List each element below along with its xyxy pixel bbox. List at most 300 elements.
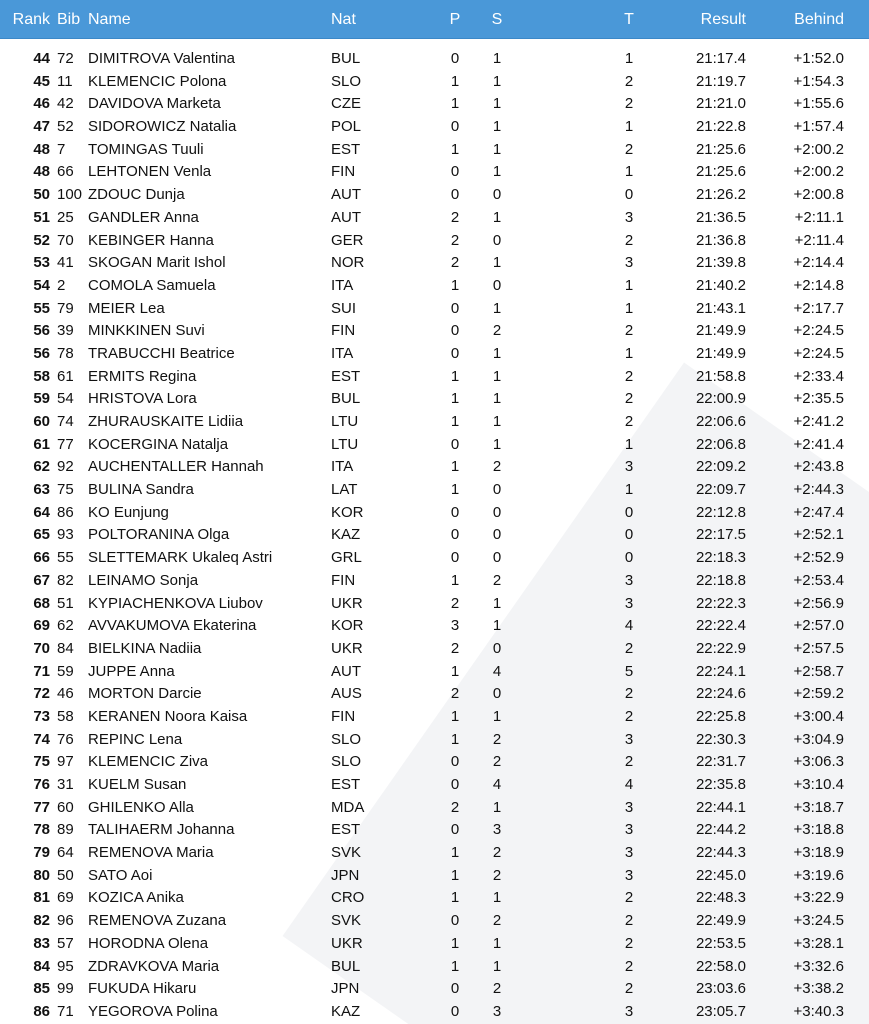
- nation-code: UKR: [331, 934, 363, 952]
- nation-code: KAZ: [331, 1002, 361, 1020]
- prone-misses: 0: [450, 549, 460, 567]
- standing-misses: 1: [492, 254, 502, 272]
- athlete-name: ERMITS Regina: [88, 367, 197, 385]
- athlete-name: REPINC Lena: [88, 730, 183, 748]
- total-misses: 2: [624, 753, 634, 771]
- result-time: 22:09.7: [695, 481, 746, 499]
- result-time: 21:26.2: [695, 186, 746, 204]
- behind-time: +1:52.0: [793, 50, 844, 67]
- table-row[interactable]: [0, 955, 869, 978]
- bib-cell: 57: [57, 934, 74, 952]
- nation-code: GER: [331, 231, 364, 249]
- rank-cell: 75: [33, 753, 50, 771]
- behind-time: +3:00.4: [793, 707, 844, 725]
- result-time: 22:22.3: [695, 594, 746, 612]
- rank-cell: 84: [33, 957, 50, 975]
- result-time: 22:18.8: [695, 571, 746, 589]
- prone-misses: 1: [450, 730, 460, 748]
- bib-cell: 62: [57, 617, 74, 635]
- bib-cell: 7: [57, 140, 66, 158]
- result-time: 21:36.5: [695, 208, 746, 226]
- total-misses: 2: [624, 95, 634, 113]
- nation-code: JPN: [331, 866, 360, 884]
- total-misses: 3: [624, 844, 634, 862]
- result-time: 21:58.8: [695, 367, 746, 385]
- table-row[interactable]: [0, 229, 869, 252]
- standing-misses: 1: [492, 957, 502, 975]
- prone-misses: 1: [450, 957, 460, 975]
- bib-cell: 61: [57, 367, 74, 385]
- table-row[interactable]: [0, 886, 869, 909]
- result-time: 22:24.6: [695, 685, 746, 703]
- result-time: 22:48.3: [695, 889, 746, 907]
- table-row[interactable]: [0, 818, 869, 841]
- nation-code: CZE: [331, 95, 361, 113]
- bib-cell: 84: [57, 639, 74, 657]
- behind-time: +3:18.9: [793, 844, 844, 862]
- standing-misses: 4: [492, 776, 502, 793]
- nation-code: BUL: [331, 390, 361, 408]
- total-misses: 2: [624, 934, 634, 952]
- standing-misses: 4: [492, 662, 502, 680]
- table-row[interactable]: [0, 909, 869, 932]
- standing-misses: 1: [492, 344, 502, 362]
- behind-time: +2:17.7: [793, 299, 844, 317]
- nation-code: FIN: [331, 322, 356, 340]
- table-row[interactable]: [0, 796, 869, 819]
- standing-misses: 1: [492, 798, 502, 816]
- nation-code: LTU: [331, 435, 359, 453]
- table-row[interactable]: [0, 342, 869, 365]
- total-misses: 2: [624, 72, 634, 90]
- athlete-name: ZDRAVKOVA Maria: [88, 957, 220, 975]
- athlete-name: TRABUCCHI Beatrice: [88, 344, 235, 362]
- prone-misses: 1: [450, 95, 460, 113]
- result-time: 21:25.6: [695, 163, 746, 181]
- total-misses: 2: [624, 685, 634, 703]
- header-total[interactable]: T: [624, 11, 634, 28]
- table-row[interactable]: [0, 660, 869, 683]
- prone-misses: 2: [450, 685, 460, 703]
- standing-misses: 2: [492, 912, 502, 930]
- rank-cell: 55: [33, 299, 50, 317]
- total-misses: 3: [624, 798, 634, 816]
- nation-code: NOR: [331, 254, 365, 272]
- bib-cell: 97: [57, 753, 74, 771]
- table-row[interactable]: [0, 932, 869, 955]
- table-row[interactable]: [0, 115, 869, 138]
- prone-misses: 1: [450, 934, 460, 952]
- result-time: 22:44.1: [695, 798, 746, 816]
- standing-misses: 0: [492, 526, 502, 544]
- rank-cell: 67: [33, 571, 50, 589]
- table-row[interactable]: [0, 637, 869, 660]
- rank-cell: 73: [33, 707, 50, 725]
- standing-misses: 0: [492, 549, 502, 567]
- rank-cell: 61: [33, 435, 50, 453]
- rank-cell: 58: [33, 367, 50, 385]
- nation-code: SLO: [331, 730, 362, 748]
- standing-misses: 1: [492, 889, 502, 907]
- prone-misses: 1: [450, 889, 460, 907]
- total-misses: 3: [624, 866, 634, 884]
- total-misses: 2: [624, 639, 634, 657]
- result-time: 21:49.9: [695, 322, 746, 340]
- behind-time: +2:57.5: [793, 639, 844, 657]
- behind-time: +3:40.3: [793, 1002, 844, 1020]
- bib-cell: 76: [57, 730, 74, 748]
- bib-cell: 51: [57, 594, 74, 612]
- bib-cell: 69: [57, 889, 74, 907]
- rank-cell: 54: [33, 276, 50, 294]
- result-time: 22:25.8: [695, 707, 746, 725]
- total-misses: 2: [624, 367, 634, 385]
- behind-time: +3:06.3: [793, 753, 844, 771]
- total-misses: 1: [624, 299, 634, 317]
- header-standing[interactable]: S: [491, 11, 503, 28]
- rank-cell: 45: [33, 72, 50, 90]
- athlete-name: SATO Aoi: [88, 866, 153, 884]
- behind-time: +3:18.7: [793, 798, 844, 816]
- bib-cell: 60: [57, 798, 74, 816]
- bib-cell: 54: [57, 390, 74, 408]
- standing-misses: 1: [492, 299, 502, 317]
- behind-time: +2:11.1: [794, 208, 844, 226]
- behind-time: +2:35.5: [793, 390, 844, 408]
- nation-code: UKR: [331, 594, 363, 612]
- table-row[interactable]: [0, 160, 869, 183]
- behind-time: +2:41.2: [793, 413, 844, 430]
- table-row[interactable]: [0, 410, 869, 433]
- result-time: 22:53.5: [695, 934, 746, 952]
- standing-misses: 1: [492, 390, 502, 408]
- standing-misses: 2: [492, 571, 502, 589]
- nation-code: AUT: [331, 662, 361, 680]
- bib-cell: 79: [57, 299, 74, 317]
- result-time: 22:35.8: [695, 776, 746, 793]
- behind-time: +3:10.4: [793, 776, 844, 793]
- result-time: 22:31.7: [695, 753, 746, 771]
- prone-misses: 0: [450, 435, 460, 453]
- prone-misses: 0: [450, 526, 460, 544]
- total-misses: 3: [624, 208, 634, 226]
- prone-misses: 1: [450, 662, 460, 680]
- rank-cell: 50: [33, 186, 50, 204]
- prone-misses: 2: [450, 208, 460, 226]
- standing-misses: 0: [492, 481, 502, 499]
- nation-code: EST: [331, 140, 361, 158]
- athlete-name: POLTORANINA Olga: [88, 526, 230, 544]
- prone-misses: 0: [450, 1002, 460, 1020]
- table-row[interactable]: [0, 501, 869, 524]
- table-row[interactable]: [0, 569, 869, 592]
- standing-misses: 1: [492, 140, 502, 158]
- bib-cell: 89: [57, 821, 74, 839]
- standing-misses: 1: [492, 594, 502, 612]
- prone-misses: 1: [450, 707, 460, 725]
- result-time: 22:45.0: [695, 866, 746, 884]
- prone-misses: 2: [450, 639, 460, 657]
- table-row[interactable]: [0, 297, 869, 320]
- athlete-name: HRISTOVA Lora: [88, 390, 197, 408]
- athlete-name: KOZICA Anika: [88, 889, 184, 907]
- rank-cell: 65: [33, 526, 50, 544]
- results-table-body: [0, 47, 869, 1023]
- rank-cell: 44: [33, 50, 50, 67]
- nation-code: UKR: [331, 639, 363, 657]
- bib-cell: 75: [57, 481, 74, 499]
- behind-time: +2:00.2: [793, 140, 844, 158]
- table-row[interactable]: [0, 864, 869, 887]
- table-row[interactable]: [0, 70, 869, 93]
- nation-code: ITA: [331, 458, 354, 476]
- behind-time: +2:58.7: [793, 662, 844, 680]
- athlete-name: MINKKINEN Suvi: [88, 322, 205, 340]
- table-row[interactable]: [0, 433, 869, 456]
- standing-misses: 0: [492, 503, 502, 521]
- prone-misses: 0: [450, 186, 460, 204]
- prone-misses: 1: [450, 866, 460, 884]
- table-row[interactable]: [0, 728, 869, 751]
- total-misses: 3: [624, 730, 634, 748]
- table-row[interactable]: [0, 614, 869, 637]
- total-misses: 2: [624, 231, 634, 249]
- standing-misses: 2: [492, 844, 502, 862]
- athlete-name: BULINA Sandra: [88, 481, 194, 499]
- table-row[interactable]: [0, 682, 869, 705]
- total-misses: 1: [624, 344, 634, 362]
- athlete-name: YEGOROVA Polina: [88, 1002, 218, 1020]
- athlete-name: DIMITROVA Valentina: [88, 50, 235, 67]
- bib-cell: 93: [57, 526, 74, 544]
- table-row[interactable]: [0, 478, 869, 501]
- standing-misses: 1: [492, 617, 502, 635]
- table-row[interactable]: [0, 705, 869, 728]
- nation-code: GRL: [331, 549, 362, 567]
- table-row[interactable]: [0, 977, 869, 1000]
- prone-misses: 1: [450, 458, 460, 476]
- behind-time: +2:00.2: [793, 163, 844, 181]
- athlete-name: KUELM Susan: [88, 776, 187, 793]
- rank-cell: 56: [33, 322, 50, 340]
- header-name[interactable]: Name: [88, 11, 131, 28]
- bib-cell: 52: [57, 118, 74, 136]
- rank-cell: 82: [33, 912, 50, 930]
- behind-time: +2:00.8: [793, 186, 844, 204]
- total-misses: 2: [624, 140, 634, 158]
- standing-misses: 0: [492, 276, 502, 294]
- nation-code: KAZ: [331, 526, 361, 544]
- prone-misses: 1: [450, 390, 460, 408]
- athlete-name: REMENOVA Maria: [88, 844, 214, 862]
- standing-misses: 0: [492, 685, 502, 703]
- behind-time: +2:24.5: [793, 322, 844, 340]
- table-row[interactable]: [0, 319, 869, 342]
- standing-misses: 3: [492, 1002, 502, 1020]
- table-row[interactable]: [0, 365, 869, 388]
- prone-misses: 0: [450, 50, 460, 67]
- nation-code: MDA: [331, 798, 365, 816]
- bib-cell: 46: [57, 685, 74, 703]
- rank-cell: 46: [33, 95, 50, 113]
- bib-cell: 66: [57, 163, 74, 181]
- total-misses: 3: [624, 571, 634, 589]
- athlete-name: TOMINGAS Tuuli: [88, 140, 204, 158]
- result-time: 21:19.7: [695, 72, 746, 90]
- result-time: 21:43.1: [695, 299, 746, 317]
- prone-misses: 2: [450, 594, 460, 612]
- table-row[interactable]: [0, 455, 869, 478]
- prone-misses: 1: [450, 367, 460, 385]
- nation-code: SVK: [331, 912, 362, 930]
- table-row[interactable]: [0, 546, 869, 569]
- athlete-name: COMOLA Samuela: [88, 276, 216, 294]
- athlete-name: GANDLER Anna: [88, 208, 199, 226]
- athlete-name: SIDOROWICZ Natalia: [88, 118, 237, 136]
- total-misses: 2: [624, 889, 634, 907]
- table-row[interactable]: [0, 138, 869, 161]
- bib-cell: 41: [57, 254, 74, 272]
- bib-cell: 64: [57, 844, 74, 862]
- table-row[interactable]: [0, 47, 869, 70]
- total-misses: 2: [624, 707, 634, 725]
- prone-misses: 0: [450, 980, 460, 998]
- table-row[interactable]: [0, 251, 869, 274]
- behind-time: +2:57.0: [793, 617, 844, 635]
- prone-misses: 2: [450, 798, 460, 816]
- bib-cell: 25: [57, 208, 74, 226]
- standing-misses: 1: [492, 208, 502, 226]
- behind-time: +2:52.1: [793, 526, 844, 544]
- standing-misses: 1: [492, 163, 502, 181]
- behind-time: +2:24.5: [793, 344, 844, 362]
- header-nat[interactable]: Nat: [331, 11, 356, 28]
- athlete-name: KLEMENCIC Polona: [88, 72, 227, 90]
- table-row[interactable]: [0, 750, 869, 773]
- nation-code: CRO: [331, 889, 365, 907]
- bib-cell: 78: [57, 344, 74, 362]
- athlete-name: AUCHENTALLER Hannah: [88, 458, 264, 476]
- athlete-name: KEBINGER Hanna: [88, 231, 214, 249]
- nation-code: BUL: [331, 957, 361, 975]
- standing-misses: 2: [492, 980, 502, 998]
- table-row[interactable]: [0, 387, 869, 410]
- total-misses: 1: [624, 163, 634, 181]
- nation-code: AUT: [331, 208, 361, 226]
- athlete-name: BIELKINA Nadiia: [88, 639, 202, 657]
- nation-code: FIN: [331, 163, 356, 181]
- total-misses: 2: [624, 957, 634, 975]
- nation-code: EST: [331, 367, 361, 385]
- rank-cell: 59: [33, 390, 50, 408]
- total-misses: 0: [624, 549, 634, 567]
- athlete-name: KLEMENCIC Ziva: [88, 753, 209, 771]
- athlete-name: GHILENKO Alla: [88, 798, 194, 816]
- rank-cell: 47: [33, 118, 50, 136]
- result-time: 22:58.0: [695, 957, 746, 975]
- table-row[interactable]: [0, 841, 869, 864]
- athlete-name: DAVIDOVA Marketa: [88, 95, 221, 113]
- behind-time: +2:47.4: [793, 503, 844, 521]
- header-bib[interactable]: Bib: [57, 11, 81, 28]
- bib-cell: 70: [57, 231, 74, 249]
- result-time: 22:22.4: [695, 617, 746, 635]
- behind-time: +3:18.8: [793, 821, 844, 839]
- prone-misses: 1: [450, 844, 460, 862]
- behind-time: +3:28.1: [793, 934, 844, 952]
- total-misses: 3: [624, 458, 634, 476]
- total-misses: 4: [624, 617, 634, 635]
- athlete-name: TALIHAERM Johanna: [88, 821, 235, 839]
- standing-misses: 1: [492, 95, 502, 113]
- nation-code: SUI: [331, 299, 357, 317]
- nation-code: AUS: [331, 685, 362, 703]
- nation-code: KOR: [331, 617, 364, 635]
- bib-cell: 95: [57, 957, 74, 975]
- standing-misses: 2: [492, 730, 502, 748]
- standing-misses: 0: [492, 639, 502, 657]
- table-row[interactable]: [0, 183, 869, 206]
- behind-time: +3:38.2: [793, 980, 844, 998]
- table-row[interactable]: [0, 523, 869, 546]
- header-rank[interactable]: Rank: [12, 11, 50, 28]
- bib-cell: 96: [57, 912, 74, 930]
- table-row[interactable]: [0, 773, 869, 796]
- nation-code: EST: [331, 821, 361, 839]
- total-misses: 2: [624, 912, 634, 930]
- nation-code: ITA: [331, 276, 354, 294]
- prone-misses: 0: [450, 163, 460, 181]
- athlete-name: KO Eunjung: [88, 503, 169, 521]
- table-row[interactable]: [0, 206, 869, 229]
- rank-cell: 83: [33, 934, 50, 952]
- result-time: 22:06.8: [695, 435, 746, 453]
- total-misses: 1: [624, 118, 634, 136]
- behind-time: +2:41.4: [793, 435, 844, 453]
- table-row[interactable]: [0, 1000, 869, 1023]
- behind-time: +2:59.2: [793, 685, 844, 703]
- behind-time: +2:33.4: [793, 367, 844, 385]
- result-time: 21:39.8: [695, 254, 746, 272]
- total-misses: 4: [624, 776, 634, 793]
- prone-misses: 1: [450, 481, 460, 499]
- bib-cell: 86: [57, 503, 74, 521]
- header-behind[interactable]: Behind: [794, 11, 844, 28]
- total-misses: 1: [624, 50, 634, 67]
- behind-time: +2:43.8: [793, 458, 844, 476]
- standing-misses: 2: [492, 322, 502, 340]
- result-time: 22:18.3: [695, 549, 746, 567]
- header-result[interactable]: Result: [700, 11, 746, 28]
- header-prone[interactable]: P: [449, 11, 461, 28]
- table-row[interactable]: [0, 92, 869, 115]
- rank-cell: 85: [33, 980, 50, 998]
- prone-misses: 0: [450, 912, 460, 930]
- bib-cell: 58: [57, 707, 74, 725]
- prone-misses: 0: [450, 322, 460, 340]
- table-row[interactable]: [0, 592, 869, 615]
- bib-cell: 71: [57, 1002, 74, 1020]
- table-row[interactable]: [0, 274, 869, 297]
- bib-cell: 77: [57, 435, 74, 453]
- athlete-name: ZHURAUSKAITE Lidiia: [88, 413, 244, 430]
- nation-code: SLO: [331, 72, 362, 90]
- athlete-name: LEHTONEN Venla: [88, 163, 212, 181]
- rank-cell: 66: [33, 549, 50, 567]
- standing-misses: 1: [492, 413, 502, 430]
- standing-misses: 1: [492, 435, 502, 453]
- rank-cell: 51: [33, 208, 50, 226]
